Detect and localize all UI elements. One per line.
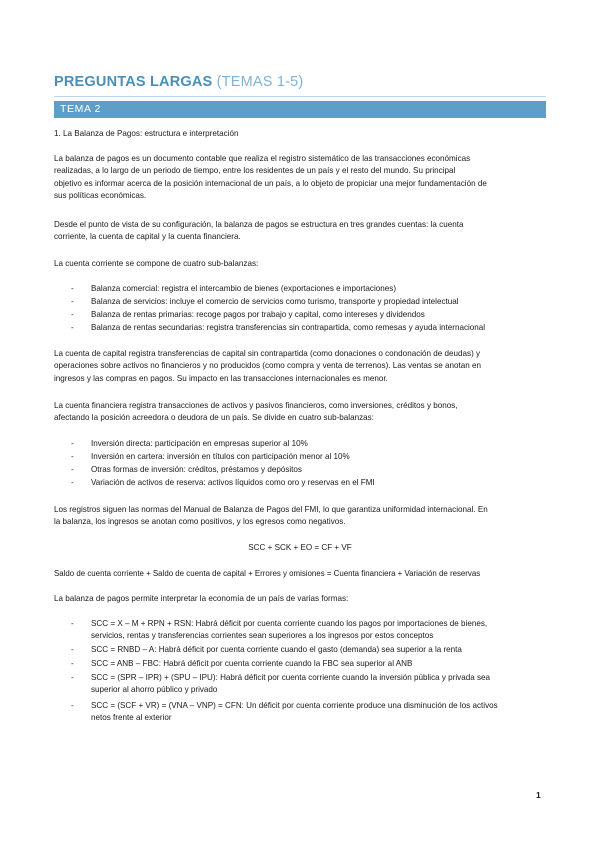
section-label: TEMA 2 <box>60 103 101 115</box>
page-number: 1 <box>536 790 541 800</box>
text-line: afectando la posición acreedora o deudora de un país. Se divide en cuatro sub-balanzas: <box>54 413 374 423</box>
paragraph-4 <box>54 348 546 385</box>
paragraph-1 <box>54 153 546 202</box>
section-band <box>54 101 546 118</box>
text-line: Desde el punto de vista de su configuración, la balanza de pagos se estructura en tres grandes cuentas: la cuenta <box>54 220 464 229</box>
text-line: ingresos y las compras en pagos. Su impacto en las transacciones internacionales es menor. <box>54 373 388 383</box>
formula: SCC + SCK + EO = CF + VF <box>248 543 352 552</box>
title-main: PREGUNTAS LARGAS <box>54 74 213 90</box>
text-line: corriente, la cuenta de capital y la cuenta financiera. <box>54 232 241 242</box>
text-line: objetivo es informar acerca de la posición internacional de un país, a lo objeto de propiciar una mejor fundamentación de <box>54 178 487 188</box>
paragraph-3: La cuenta corriente se compone de cuatro sub-balanzas: <box>54 259 259 268</box>
text-line: La cuenta de capital registra transferencias de capital sin contrapartida (como donaciones o condonación de deudas) y <box>54 349 481 358</box>
document-page: PREGUNTAS LARGAS (TEMAS 1-5) TEMA 2 1. La Balanza de Pagos: estructura e interpretación La balanza de pagos es un documento contable que realiza el registro sistemático de las transacciones económicas realizadas, a lo largo de un periodo de tiempo, entre los residentes de un país y el resto del mundo. Su principal objetivo es informar acerca de la posición internacional de un país, a lo objeto de propiciar una mejor fundamentación de sus políticas económicas. Desde el punto de vista de su configuración, la balanza de pagos se estructura en tres grandes cuentas: la cuenta corriente, la cuenta de capital y la cuenta financiera. La cuenta corriente se compone de cuatro sub-balanzas: - Balanza comercial: registra el intercambio de bienes (exportaciones e importaciones) - Balanza de servicios: incluye el comercio de servicios como turismo, transporte y propiedad intelectual - Balanza de rentas primarias: recoge pagos por trabajo y capital, como intereses y dividendos - Balanza de rentas secundarias: registra transferencias sin contrapartida, como remesas y ayuda internacional La cuenta de capital registra transferencias de capital sin contrapartida (como donaciones o condonación de deudas) y operaciones sobre activos no financieros y no producidos (como compra y venta de terrenos). Las ventas se anotan en ingresos y las compras en pagos. Su impacto en las transacciones internacionales es menor. La cuenta financiera registra transacciones de activos y pasivos financieros, como inversiones, créditos y bonos, afectando la posición acreedora o deudora de un país. Se divide en cuatro sub-balanzas: - Inversión directa: participación en empresas superior al 10% - Inversión en cartera: inversión en títulos con participación menor al 10% - Otras formas de inversión: créditos, préstamos y depósitos - Variación de activos de reserva: activos líquidos como oro y reservas en el FMI Los registros siguen las normas del Manual de Balanza de Pagos del FMI, lo que garantiza uniformidad internacional. En la balanza, los ingresos se anotan como positivos, y los egresos como negativos. SCC + SCK + EO = CF + VF Saldo de cuenta corriente + Saldo de cuenta de capital + Errores y omisiones = Cuenta financiera + Variación de reservas La balanza de pagos permite interpretar la economía de un país de varias formas: - SCC = X – M + RPN + RSN: Habrá déficit por cuenta corriente cuando los pagos por importaciones de bienes, servicios, rentas y transferencias corrientes sean superiores a los ingresos por estos conceptos - SCC = RNBD – A: Habrá déficit por cuenta corriente cuando el gasto (demanda) sea superior a la renta - SCC = ANB – FBC: Habrá déficit por cuenta corriente cuando la FBC sea superior al ANB - SCC = (SPR – IPR) + (SPU – IPU): Habrá déficit por cuenta corriente cuando la inversión pública y privada sea superior al ahorro público y privado - SCC = (SCF + VR) = (VNA – VNP) = CFN: Un déficit por cuenta corriente produce una disminución de los activos netos frente al exterior 1 <box>0 0 599 848</box>
text-line: la balanza, los ingresos se anotan como positivos, y los egresos como negativos. <box>54 517 346 527</box>
paragraph-8: La balanza de pagos permite interpretar la economía de un país de varias formas: <box>54 594 349 603</box>
text-line: realizadas, a lo largo de un periodo de tiempo, entre los residentes de un país y el resto del mundo. Su principal <box>54 166 456 176</box>
text-line: sus políticas económicas. <box>54 190 147 200</box>
text-line: La balanza de pagos es un documento contable que realiza el registro sistemático de las transacciones económicas <box>54 154 471 163</box>
paragraph-6 <box>54 504 546 529</box>
page-title <box>54 74 303 90</box>
text-line: operaciones sobre activos no financieros y no producidos (como compra y venta de terrenos). Las ventas se anotan en <box>54 361 481 371</box>
title-sub: (TEMAS 1-5) <box>216 74 304 90</box>
paragraph-2 <box>54 219 546 244</box>
paragraph-7: Saldo de cuenta corriente + Saldo de cuenta de capital + Errores y omisiones = Cuenta financiera + Variación de reservas <box>54 569 481 578</box>
paragraph-5 <box>54 400 546 425</box>
text-line: La cuenta financiera registra transacciones de activos y pasivos financieros, como inversiones, créditos y bonos, <box>54 401 458 410</box>
text-line: Los registros siguen las normas del Manual de Balanza de Pagos del FMI, lo que garantiza uniformidad internacional. En <box>54 505 488 514</box>
title-divider <box>54 96 546 97</box>
question-heading: 1. La Balanza de Pagos: estructura e interpretación <box>54 129 239 138</box>
